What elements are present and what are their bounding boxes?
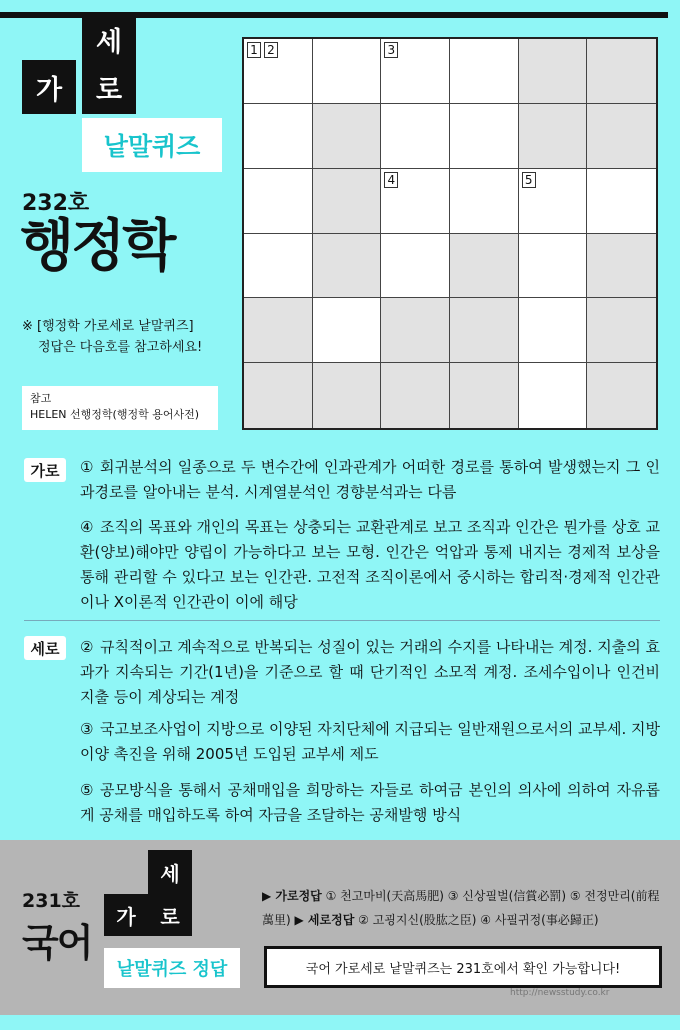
clue-number: 1: [247, 42, 261, 58]
across-tag: 가로: [24, 458, 66, 482]
grid-cell[interactable]: [313, 298, 382, 363]
grid-cell[interactable]: [450, 104, 519, 169]
answer-notice: 국어 가로세로 낱말퀴즈는 231호에서 확인 가능합니다!: [264, 946, 662, 988]
grid-cell[interactable]: [381, 39, 450, 104]
grid-cell[interactable]: [587, 169, 656, 234]
clue-down-3: [80, 717, 660, 767]
answer-subtitle: 낱말퀴즈 정답: [104, 948, 240, 988]
grid-cell: [381, 363, 450, 428]
grid-cell: [587, 298, 656, 363]
title-block-se-text: 세: [95, 26, 123, 58]
clue-across-1-mark: ①: [80, 458, 94, 476]
title-block-se: [82, 18, 136, 60]
grid-cell[interactable]: [381, 104, 450, 169]
grid-cell: [450, 363, 519, 428]
grid-cell[interactable]: [244, 39, 313, 104]
clue-down-3-mark: ③: [80, 720, 94, 738]
grid-cell[interactable]: [381, 169, 450, 234]
answer-issue: 231호: [22, 890, 81, 912]
grid-cell[interactable]: [244, 104, 313, 169]
clue-across-4-text: 조직의 목표와 개인의 목표는 상충되는 교환관계로 보고 조직과 인간은 뭔가를 상호 교환(양보)해야만 양립이 가능하다고 보는 모형. 인간은 억압과 통제 내지는 경제적 보상을 통해 관리할 수 있다고 보는 인간관. 고전적 조직이론에서 중시하는 합리적·경제적 인간관이나 X이론적 인간관이 이에 해당: [80, 518, 660, 611]
grid-cell: [450, 234, 519, 299]
page-title: 행정학: [20, 214, 174, 279]
down-answer-label: ▶ 세로정답: [294, 913, 355, 927]
clue-down-5: [80, 778, 660, 828]
grid-cell: [587, 104, 656, 169]
reference-box: [22, 386, 218, 430]
answer-note: [22, 316, 202, 358]
grid-cell[interactable]: [450, 39, 519, 104]
grid-cell: [313, 169, 382, 234]
clue-number: 5: [522, 172, 536, 188]
title-block-ga-text: 가: [35, 74, 63, 106]
section-divider: [24, 620, 660, 621]
grid-cell[interactable]: [519, 234, 588, 299]
down-tag: 세로: [24, 636, 66, 660]
quiz-subtitle: 낱말퀴즈: [82, 118, 222, 172]
grid-cell: [519, 104, 588, 169]
grid-cell[interactable]: [519, 169, 588, 234]
grid-cell: [587, 234, 656, 299]
answer-text: [262, 884, 662, 932]
clue-number: 2: [264, 42, 278, 58]
clue-down-2-text: 규칙적이고 계속적으로 반복되는 성질이 있는 거래의 수지를 나타내는 계정. 지출의 효과가 지속되는 기간(1년)을 기준으로 할 때 단기적인 소모적 계정. 조세수입이나 인건비 지출 등이 계상되는 계정: [80, 638, 660, 706]
clue-across-4-mark: ④: [80, 518, 94, 536]
watermark-url: http://newsstudy.co.kr: [510, 988, 610, 998]
note-line-2: 정답은 다음호를 참고하세요!: [38, 340, 203, 355]
grid-cell[interactable]: [450, 169, 519, 234]
crossword-grid[interactable]: [242, 37, 658, 430]
clue-across-4: [80, 515, 660, 615]
grid-cell: [244, 363, 313, 428]
title-block-ro-text: 로: [95, 74, 123, 106]
down-answer-text: ② 고굉지신(股肱之臣) ④ 사필귀정(事必歸正): [358, 913, 599, 927]
note-line-1: ※ [행정학 가로세로 낱말퀴즈]: [22, 319, 194, 334]
clue-down-2: [80, 635, 660, 710]
clue-across-1: [80, 455, 660, 505]
grid-cell[interactable]: [519, 363, 588, 428]
answer-block-se: 세: [148, 850, 192, 894]
issue-number: 232호: [22, 191, 90, 216]
clue-down-5-mark: ⑤: [80, 781, 94, 799]
grid-cell: [519, 39, 588, 104]
clue-number: 3: [384, 42, 398, 58]
grid-cell: [313, 363, 382, 428]
across-answer-label: ▶ 가로정답: [262, 889, 322, 903]
grid-cell: [244, 298, 313, 363]
answer-block-ro: 로: [148, 894, 192, 936]
grid-cell[interactable]: [244, 169, 313, 234]
grid-cell: [313, 234, 382, 299]
grid-cell: [587, 363, 656, 428]
clue-down-3-text: 국고보조사업이 지방으로 이양된 자치단체에 지급되는 일반재원으로서의 교부세. 지방이양 촉진을 위해 2005년 도입된 교부세 제도: [80, 720, 660, 763]
grid-cell: [381, 298, 450, 363]
grid-cell[interactable]: [244, 234, 313, 299]
grid-cell: [313, 104, 382, 169]
clue-down-5-text: 공모방식을 통해서 공채매입을 희망하는 자들로 하여금 본인의 의사에 의하여 자유롭게 공채를 매입하도록 하여 자금을 조달하는 공채발행 방식: [80, 781, 660, 824]
reference-source: HELEN 선행정학(행정학 용어사전): [30, 408, 199, 421]
clue-number: 4: [384, 172, 398, 188]
grid-cell[interactable]: [381, 234, 450, 299]
grid-cell[interactable]: [313, 39, 382, 104]
title-block-ga: [22, 60, 76, 114]
grid-cell: [587, 39, 656, 104]
clue-across-1-text: 회귀분석의 일종으로 두 변수간에 인과관계가 어떠한 경로를 통하여 발생했는지 그 인과경로를 알아내는 분석. 시계열분석인 경향분석과는 다름: [80, 458, 660, 501]
clue-down-2-mark: ②: [80, 638, 94, 656]
title-block-ro: [82, 60, 136, 114]
grid-cell: [450, 298, 519, 363]
answer-block-ga: 가: [104, 894, 148, 936]
across-answer-text: ① 천고마비(天高馬肥) ③ 신상필벌(信賞必罰) ⑤ 전정만리(前程萬里): [262, 889, 660, 927]
reference-label: 참고: [30, 392, 52, 405]
grid-cell[interactable]: [519, 298, 588, 363]
answer-subject: 국어: [22, 921, 92, 965]
